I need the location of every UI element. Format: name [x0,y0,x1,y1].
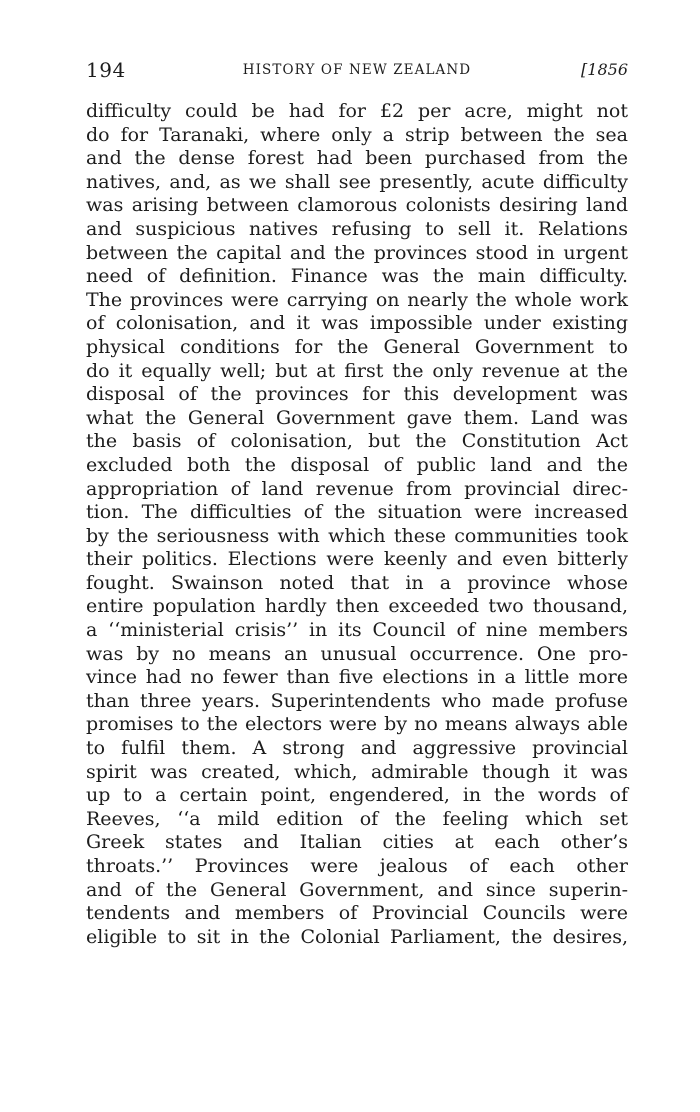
text-line: promises to the electors were by no means always able [86,713,628,736]
text-line: and suspicious natives refusing to sell it. Relations [86,217,628,240]
text-line: to fulfil them. A strong and aggressive provincial [86,737,628,760]
text-line: of colonisation, and it was impossible under existing [86,312,628,335]
text-line: vince had no fewer than five elections in a little more [86,666,628,689]
running-title: HISTORY OF NEW ZEALAND [242,62,472,78]
text-line: physical conditions for the General Government to [86,335,628,358]
text-line: the basis of colonisation, but the Constitution Act [86,430,628,453]
text-line: and the dense forest had been purchased from the [86,147,628,170]
text-line: excluded both the disposal of public land and the [86,453,628,476]
text-line: a ‘‘ministerial crisis’’ in its Council of nine members [86,619,628,642]
year-marker: [1856 [581,60,628,79]
text-line: The provinces were carrying on nearly the whole work [86,288,628,311]
text-line: between the capital and the provinces stood in urgent [86,241,628,264]
body-text [86,100,628,949]
text-line: do for Taranaki, where only a strip between the sea [86,123,628,146]
text-line: tendents and members of Provincial Councils were [86,902,628,925]
page-header [86,58,628,82]
text-line: eligible to sit in the Colonial Parliament, the desires, [86,925,628,948]
text-line: do it equally well; but at first the only revenue at the [86,359,628,382]
text-line: their politics. Elections were keenly and even bitterly [86,548,628,571]
text-line: entire population hardly then exceeded two thousand, [86,595,628,618]
text-line: and of the General Government, and since superin- [86,878,628,901]
text-line: than three years. Superintendents who made profuse [86,689,628,712]
text-line: Greek states and Italian cities at each other’s [86,831,628,854]
text-line: fought. Swainson noted that in a province whose [86,571,628,594]
text-line: spirit was created, which, admirable though it was [86,760,628,783]
text-line: by the seriousness with which these communities took [86,524,628,547]
text-line: disposal of the provinces for this development was [86,383,628,406]
text-line: tion. The difficulties of the situation were increased [86,501,628,524]
text-line: need of definition. Finance was the main difficulty. [86,265,628,288]
page-number: 194 [86,58,126,82]
text-line: natives, and, as we shall see presently, acute difficulty [86,170,628,193]
text-line: what the General Government gave them. Land was [86,406,628,429]
text-line: was by no means an unusual occurrence. One pro- [86,642,628,665]
text-line: difficulty could be had for £2 per acre, might not [86,100,628,122]
text-line: Reeves, ‘‘a mild edition of the feeling which set [86,807,628,830]
text-line: throats.’’ Provinces were jealous of each other [86,855,628,877]
text-line: was arising between clamorous colonists desiring land [86,194,628,217]
text-line: appropriation of land revenue from provincial direc- [86,477,628,500]
text-line: up to a certain point, engendered, in the words of [86,784,628,807]
